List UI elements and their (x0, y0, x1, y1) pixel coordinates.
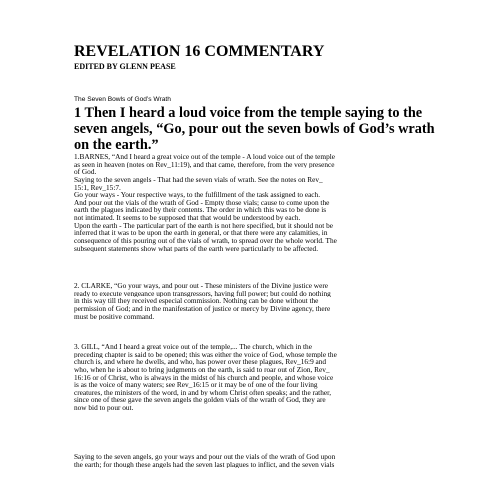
text-line: Saying to the seven angels - That had the seven vials of wrath. See the notes on Rev_ (74, 175, 323, 184)
text-line: the earth; for though these angels had the seven last plagues to inflict, and the seven vials (74, 460, 335, 469)
text-line: Upon the earth - The particular part of the earth is not here specified, but it should not be (74, 221, 334, 230)
text-line: creatures, the ministers of the word, in and by whom Christ often speaks; and the rather, (74, 388, 332, 397)
text-line: preceding chapter is said to be opened; this was either the voice of God, whose temple the (74, 350, 337, 359)
commentary-paragraph-gill-continued (74, 453, 436, 468)
text-line: of God. (74, 168, 97, 176)
text-line: now bid to pour out. (74, 404, 134, 412)
text-line: Saying to the seven angels, go your ways and pour out the vials of the wrath of God upon (74, 453, 336, 461)
text-line: 15:1, Rev_15:7. (74, 183, 121, 192)
text-line: ready to execute vengeance upon transgressors, having full power; but could do nothing (74, 289, 331, 298)
section-label: The Seven Bowls of God’s Wrath (74, 96, 171, 103)
text-line: 3. GILL, “And I heard a great voice out of the temple,... The church, which in the (74, 343, 312, 351)
text-line: who, when he is about to bring judgments on the earth, is said to roar out of Zion, Rev_ (74, 365, 330, 374)
text-line: consequence of this pouring out of the vials of wrath, to spread over the whole world. The (74, 236, 337, 245)
text-line: in this way till they received especial commission. Nothing can be done without the (74, 297, 319, 305)
text-line: permission of God; and in the manifestation of justice or mercy by Divine agency, there (74, 304, 331, 313)
commentary-paragraph-barnes (74, 153, 436, 252)
text-line: must be positive command. (74, 312, 155, 321)
text-line: Go your ways - Your respective ways, to the fulfillment of the task assigned to each. (74, 191, 321, 199)
text-line: And pour out the vials of the wrath of God - Empty those vials; cause to come upon the (74, 198, 330, 207)
document-title: REVELATION 16 COMMENTARY (74, 43, 325, 60)
text-line: not intimated. It seems to be supposed that that would be understood by each. (74, 214, 301, 222)
text-line: church is, and where he dwells, and who, has power over these plagues, Rev_16:9 and (74, 358, 327, 366)
text-line: 16:16 or of Christ, who is always in the midst of his church and people, and whose voice (74, 373, 334, 382)
text-line: inferred that it was to be upon the earth in general, or that there were any calamities, in (74, 229, 328, 237)
commentary-paragraph-gill (74, 343, 436, 412)
text-line: as seen in heaven (notes on Rev_11:19), and that came, therefore, from the very presence (74, 160, 335, 169)
text-line: 2. CLARKE, “Go your ways, and pour out - These ministers of the Divine justice were (74, 282, 328, 290)
text-line: earth the plagues indicated by their contents. The order in which this was to be done is (74, 206, 327, 214)
text-line: 1.BARNES, “And I heard a great voice out of the temple - A loud voice out of the temple (74, 153, 335, 161)
document-editor: EDITED BY GLENN PEASE (74, 62, 176, 71)
text-line: since one of these gave the seven angels the golden vials of the wrath of God, they are (74, 396, 326, 404)
commentary-paragraph-clarke (74, 282, 436, 320)
verse-heading: 1 Then I heard a loud voice from the temple saying to the seven angels, “Go, pour out the seven bowls of God’s wrath on the earth.” (74, 105, 435, 154)
text-line: subsequent statements show what parts of the earth were particularly to be affected. (74, 244, 319, 253)
text-line: is as the voice of many waters; see Rev_16:15 or it may be of one of the four living (74, 381, 318, 389)
